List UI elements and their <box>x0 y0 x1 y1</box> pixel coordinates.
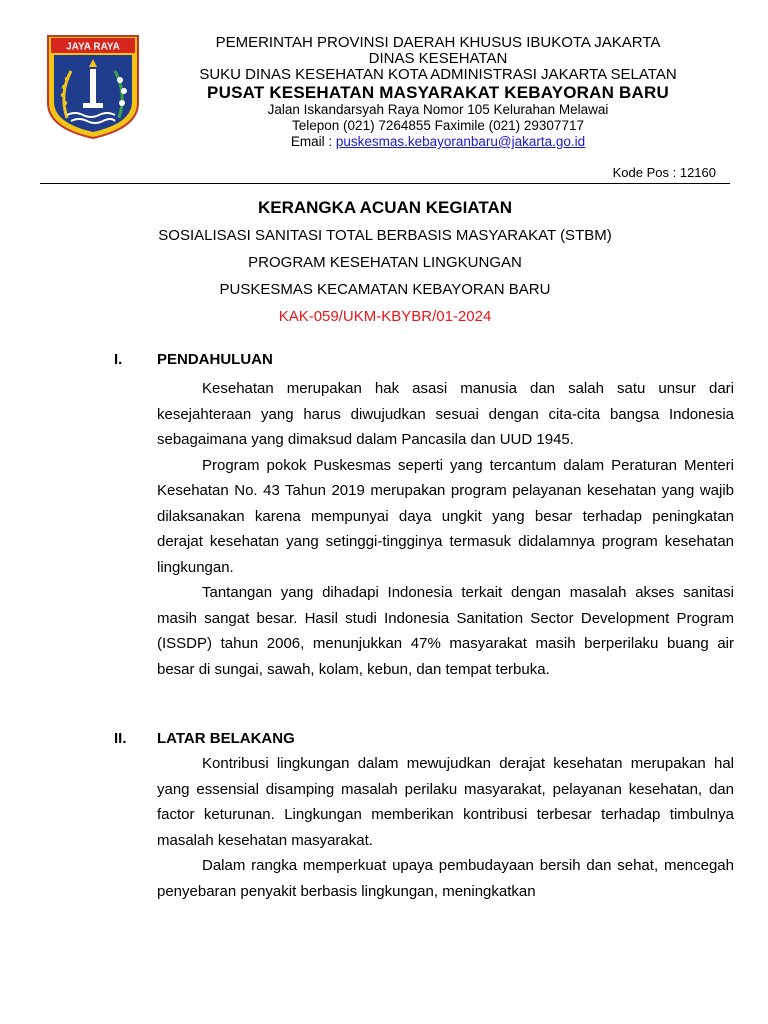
email-label: Email : <box>290 134 336 149</box>
logo-motto: JAYA RAYA <box>66 41 120 53</box>
paragraph: Tantangan yang dihadapi Indonesia terkait dengan masalah akses sanitasi masih sangat besar. Hasil studi Indonesia Sanitation Sector Development Program (ISSDP) tahun 2006, menunjukkan 47% masyarakat masih berperilaku buang air besar di sungai, sawah, kolam, kebun, dan tempat terbuka. <box>157 584 734 678</box>
document-subtitle-unit: PUSKESMAS KECAMATAN KEBAYORAN BARU <box>219 281 551 298</box>
section-title: LATAR BELAKANG <box>157 730 295 747</box>
section-number: I. <box>114 351 123 368</box>
letterhead-government: PEMERINTAH PROVINSI DAERAH KHUSUS IBUKOTA JAKARTA <box>215 34 661 51</box>
letterhead-address: Jalan Iskandarsyah Raya Nomor 105 Kelurahan Melawai <box>267 102 609 117</box>
section-body <box>157 751 734 904</box>
letterhead-sub-department: SUKU DINAS KESEHATAN KOTA ADMINISTRASI JAKARTA SELATAN <box>199 66 677 83</box>
paragraph: Program pokok Puskesmas seperti yang tercantum dalam Peraturan Menteri Kesehatan No. 43 Tahun 2019 merupakan program pelayanan kesehatan yang wajib dilaksanakan karena mempunyai daya ungkit yang besar terhadap peningkatan derajat kesehatan yang setinggi-tingginya termasuk didalamnya program kesehatan lingkungan. <box>157 456 734 576</box>
email-link[interactable]: puskesmas.kebayoranbaru@jakarta.go.id <box>335 134 586 149</box>
section-introduction <box>40 350 735 682</box>
paragraph: Kesehatan merupakan hak asasi manusia dan salah satu unsur dari kesejahteraan yang harus diwujudkan sesuai dengan cita-cita bangsa Indonesia sebagaimana yang dimaksud dalam Pancasila dan UUD 1945. <box>157 380 734 448</box>
paragraph: Dalam rangka memperkuat upaya pembudayaan bersih dan sehat, mencegah penyebaran penyakit berbasis lingkungan, meningkatkan <box>157 857 734 900</box>
section-heading <box>40 350 735 370</box>
paragraph: Kontribusi lingkungan dalam mewujudkan derajat kesehatan merupakan hal yang essensial disamping masalah perilaku masyarakat, pelayanan kesehatan, dan factor keturunan. Lingkungan memberikan kontribusi terbesar terhadap timbulnya masalah kesehatan masyarakat. <box>157 755 734 849</box>
letterhead-institution: PUSAT KESEHATAN MASYARAKAT KEBAYORAN BARU <box>207 83 669 102</box>
section-number: II. <box>114 730 127 747</box>
letterhead-email-row <box>160 134 716 150</box>
document-code: KAK-059/UKM-KBYBR/01-2024 <box>278 308 492 325</box>
section-background <box>40 729 735 904</box>
letterhead <box>160 35 716 150</box>
letterhead-phone: Telepon (021) 7264855 Faximile (021) 29307717 <box>292 118 584 133</box>
section-body <box>157 376 734 682</box>
document-subtitle-program: PROGRAM KESEHATAN LINGKUNGAN <box>248 254 522 271</box>
document-title-block <box>40 198 730 326</box>
section-title: PENDAHULUAN <box>157 351 273 368</box>
document-subtitle-activity: SOSIALISASI SANITASI TOTAL BERBASIS MASYARAKAT (STBM) <box>158 227 612 244</box>
letterhead-department: DINAS KESEHATAN <box>368 50 508 67</box>
letterhead-divider <box>40 183 730 184</box>
postal-code: Kode Pos : 12160 <box>612 165 716 180</box>
document-title: KERANGKA ACUAN KEGIATAN <box>257 198 513 217</box>
section-heading <box>40 729 735 749</box>
jakarta-coat-of-arms-logo <box>45 33 141 141</box>
